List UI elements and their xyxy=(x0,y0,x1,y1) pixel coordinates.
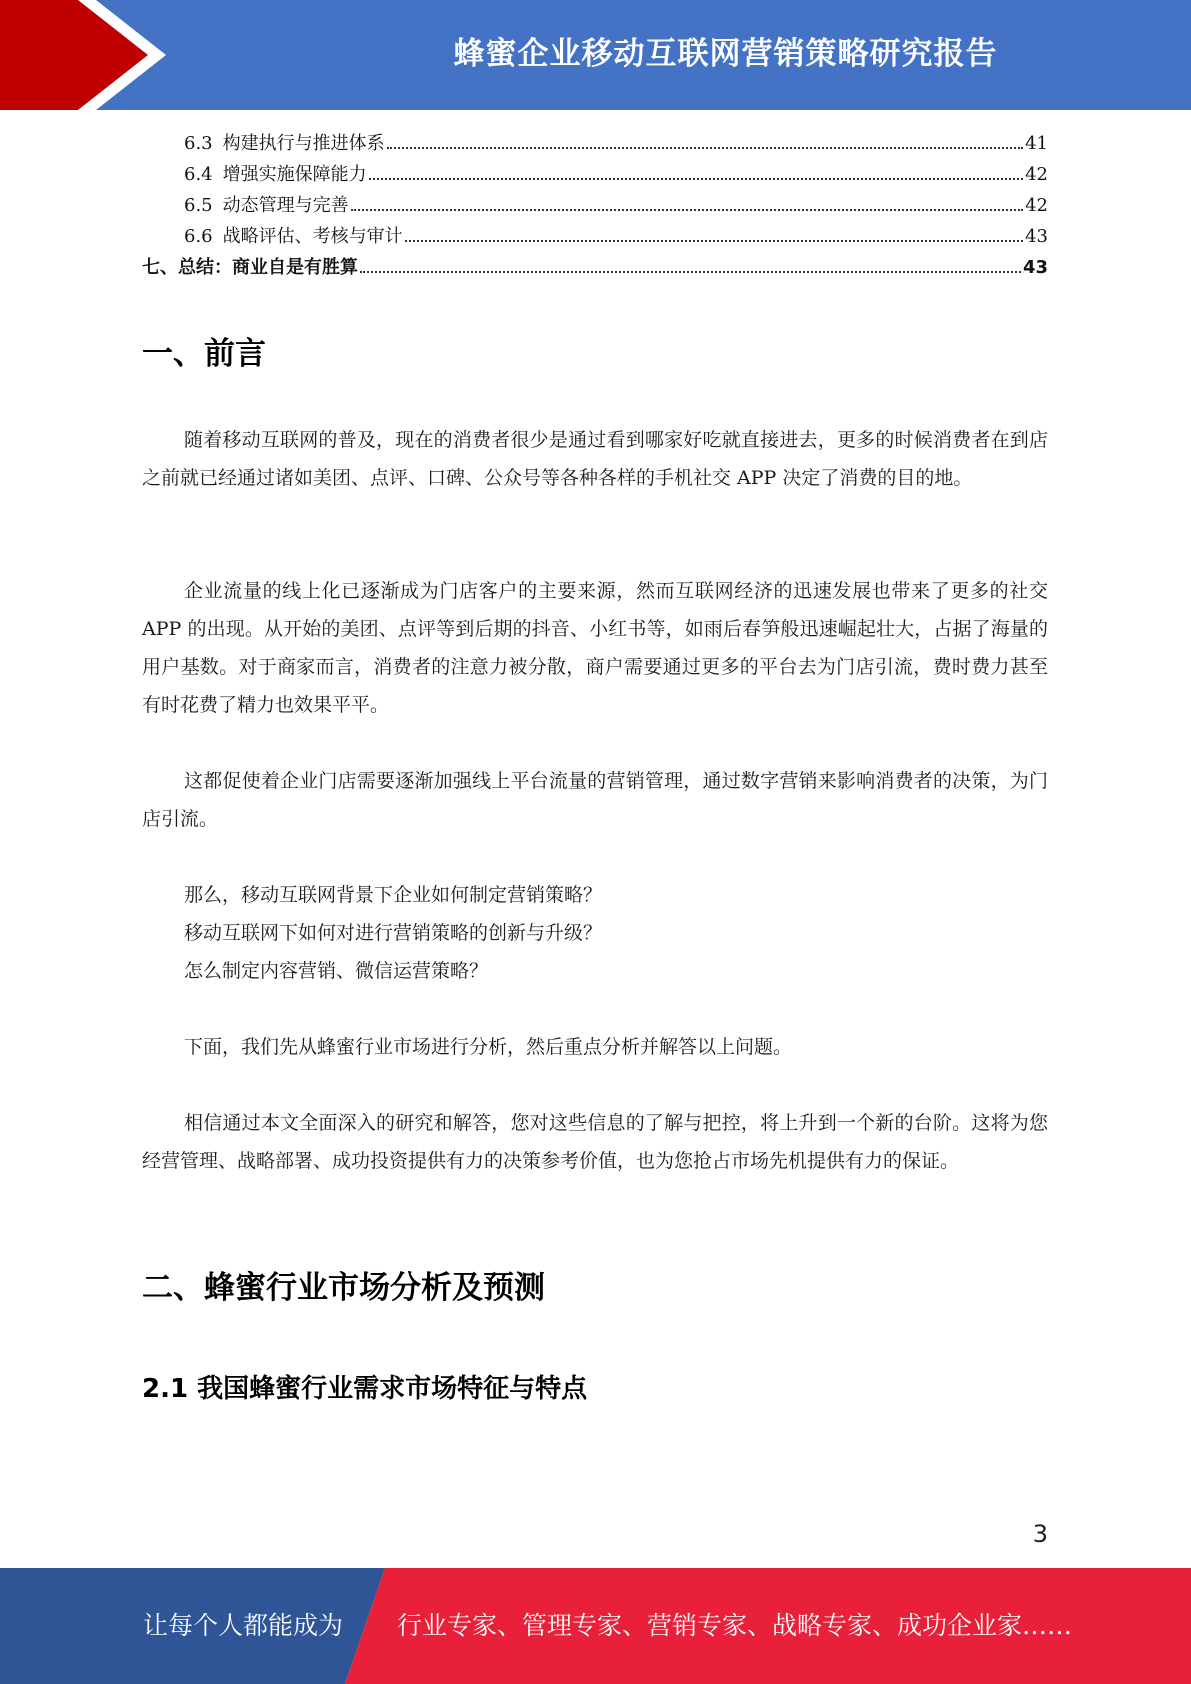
section-heading-market: 二、蜂蜜行业市场分析及预测 xyxy=(142,1270,545,1306)
toc-entry-number: 6.3 xyxy=(184,133,213,154)
toc-entry-number: 6.4 xyxy=(184,164,213,185)
paragraph: 相信通过本文全面深入的研究和解答，您对这些信息的了解与把控，将上升到一个新的台阶。这将为您经营管理、战略部署、成功投资提供有力的决策参考价值，也为您抢占市场先机提供有力的保证。 xyxy=(142,1112,1048,1172)
paragraph: 企业流量的线上化已逐渐成为门店客户的主要来源，然而互联网经济的迅速发展也带来了更多的社交 APP 的出现。从开始的美团、点评等到后期的抖音、小红书等，如雨后春笋般迅速崛起壮大，占据了海量的用户基数。对于商家而言，消费者的注意力被分散，商户需要通过更多的平台去为门店引流，费时费力甚至有时花费了精力也效果平平。 xyxy=(142,580,1048,716)
toc-entry-chapter[interactable] xyxy=(142,252,1048,283)
toc-entry-page: 42 xyxy=(1025,195,1048,216)
toc-entry-title: 战略评估、考核与审计 xyxy=(222,226,403,247)
section-heading-preface: 一、前言 xyxy=(142,336,266,372)
subsection-heading: 2.1 我国蜂蜜行业需求市场特征与特点 xyxy=(142,1374,588,1404)
toc-leader-dots xyxy=(360,252,1021,273)
paragraph: 随着移动互联网的普及，现在的消费者很少是通过看到哪家好吃就直接进去，更多的时候消费者在到店之前就已经通过诸如美团、点评、口碑、公众号等各种各样的手机社交 APP 决定了消费的目的地。 xyxy=(142,429,1048,489)
toc-leader-dots xyxy=(369,159,1023,180)
question-list xyxy=(184,876,602,990)
toc-entry[interactable] xyxy=(142,190,1048,221)
toc-entry-title: 构建执行与推进体系 xyxy=(222,133,385,154)
toc-entry-page: 43 xyxy=(1022,257,1048,278)
toc-entry[interactable] xyxy=(142,221,1048,252)
question-line: 那么，移动互联网背景下企业如何制定营销策略？ xyxy=(184,884,603,906)
toc-entry-page: 42 xyxy=(1025,164,1048,185)
footer-slogan-right: 行业专家、管理专家、营销专家、战略专家、成功企业家…… xyxy=(397,1611,1073,1640)
toc-entry-title: 动态管理与完善 xyxy=(222,195,349,216)
toc-entry-page: 43 xyxy=(1025,226,1048,247)
question-line: 移动互联网下如何对进行营销策略的创新与升级？ xyxy=(184,922,603,944)
toc-leader-dots xyxy=(405,221,1023,242)
paragraph: 这都促使着企业门店需要逐渐加强线上平台流量的营销管理，通过数字营销来影响消费者的决策，为门店引流。 xyxy=(142,770,1048,830)
page-number: 3 xyxy=(1032,1520,1048,1548)
table-of-contents xyxy=(142,128,1048,283)
toc-leader-dots xyxy=(387,128,1023,149)
toc-entry-number: 6.6 xyxy=(184,226,213,247)
toc-entry-title: 七、总结：商业自是有胜算 xyxy=(142,257,358,278)
paragraph: 下面，我们先从蜂蜜行业市场进行分析，然后重点分析并解答以上问题。 xyxy=(184,1036,793,1058)
toc-entry[interactable] xyxy=(142,159,1048,190)
header-title: 蜂蜜企业移动互联网营销策略研究报告 xyxy=(453,36,998,72)
toc-leader-dots xyxy=(351,190,1023,211)
toc-entry[interactable] xyxy=(142,128,1048,159)
toc-entry-number: 6.5 xyxy=(184,195,213,216)
page-footer xyxy=(0,1568,1191,1684)
toc-entry-page: 41 xyxy=(1025,133,1048,154)
footer-slogan-left: 让每个人都能成为 xyxy=(143,1611,344,1640)
toc-entry-title: 增强实施保障能力 xyxy=(222,164,367,185)
page-header xyxy=(0,0,1191,110)
question-line: 怎么制定内容营销、微信运营策略？ xyxy=(184,960,489,982)
